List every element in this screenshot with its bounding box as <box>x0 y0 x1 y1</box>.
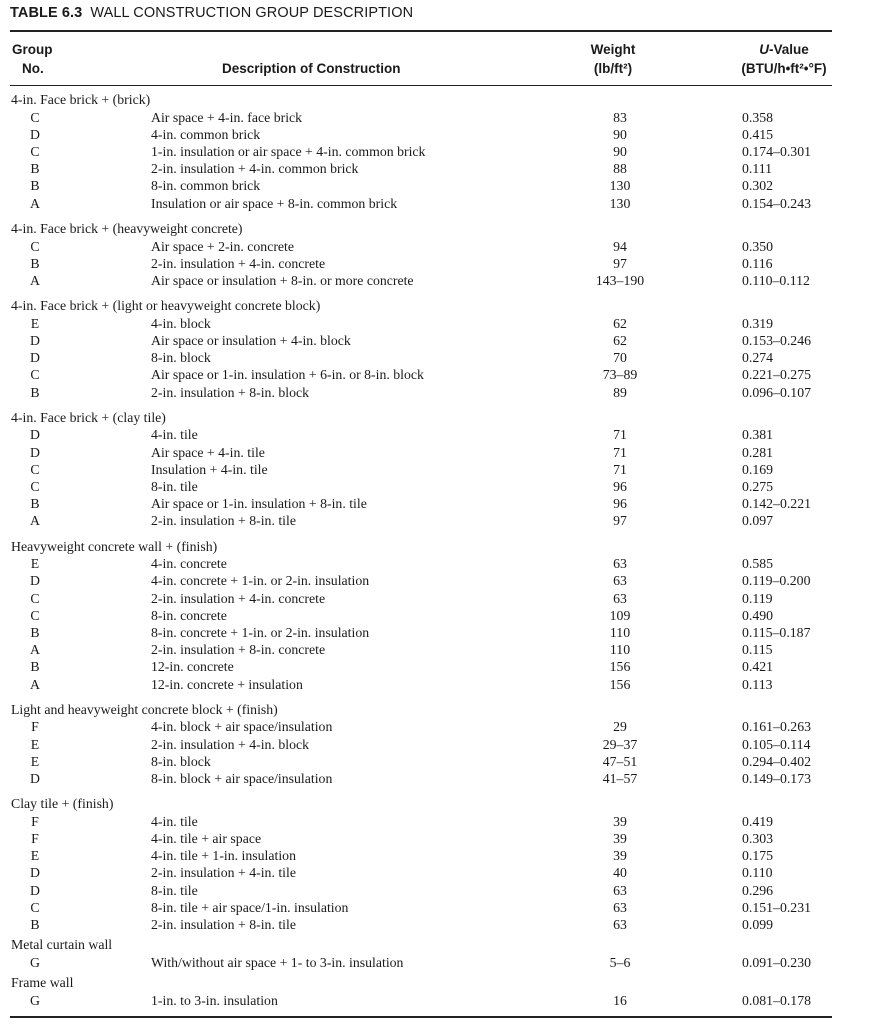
description-cell: 4-in. tile <box>151 427 198 443</box>
weight-cell: 130 <box>609 195 631 211</box>
u-value-cell: 0.115 <box>742 642 773 658</box>
weight-cell: 39 <box>613 848 627 864</box>
description-cell: 8-in. tile + air space/1-in. insulation <box>151 899 349 915</box>
description-cell: 8-in. block <box>151 753 211 769</box>
table-row <box>0 366 871 383</box>
weight-cell: 110 <box>609 624 631 640</box>
group-cell: D <box>30 126 40 142</box>
table-title <box>10 5 413 21</box>
group-cell: F <box>31 831 39 846</box>
weight-cell: 16 <box>613 992 627 1008</box>
table-row <box>0 160 871 177</box>
section-title: 4-in. Face brick + (light or heavyweight concrete block) <box>11 298 321 314</box>
section-header <box>0 936 871 954</box>
u-value-cell: 0.116 <box>742 255 773 271</box>
group-cell: B <box>30 161 40 177</box>
weight-cell: 39 <box>613 813 627 829</box>
description-cell: Air space + 2-in. concrete <box>151 238 295 254</box>
section-title: Clay tile + (finish) <box>11 796 114 812</box>
group-cell: D <box>30 882 40 898</box>
description-cell: 2-in. insulation + 4-in. concrete <box>151 590 326 606</box>
table-row <box>0 177 871 194</box>
description-cell: Air space or insulation + 4-in. block <box>151 332 351 348</box>
u-value-cell: 0.303 <box>742 831 774 846</box>
section-title: Light and heavyweight concrete block + (finish) <box>11 701 278 717</box>
weight-cell: 29–37 <box>602 736 638 752</box>
section-title: 4-in. Face brick + (brick) <box>11 92 151 107</box>
group-cell: G <box>30 954 40 970</box>
group-cell: C <box>30 590 40 606</box>
group-cell: D <box>30 332 40 348</box>
table-row <box>0 109 871 126</box>
table-row <box>0 813 871 830</box>
table-row <box>0 195 871 212</box>
weight-cell: 96 <box>613 478 627 494</box>
u-value-cell: 0.319 <box>742 315 774 331</box>
table-row <box>0 461 871 478</box>
description-cell: Air space or 1-in. insulation + 8-in. tile <box>151 496 367 512</box>
weight-cell: 62 <box>613 315 627 331</box>
table-number: TABLE 6.3 <box>10 5 83 21</box>
section-header <box>0 538 871 556</box>
u-value-cell: 0.111 <box>742 161 773 177</box>
weight-cell: 110 <box>609 642 631 658</box>
description-cell: Air space or 1-in. insulation + 6-in. or 8-in. block <box>151 367 424 383</box>
u-value-cell: 0.154–0.243 <box>742 195 811 211</box>
description-cell: 4-in. common brick <box>151 126 261 142</box>
group-cell: E <box>30 556 40 572</box>
header-weight-line2: (lb/ft²) <box>593 61 633 76</box>
weight-cell: 73–89 <box>602 367 638 383</box>
description-cell: 4-in. tile + 1-in. insulation <box>151 848 296 864</box>
u-value-cell: 0.081–0.178 <box>742 992 811 1008</box>
description-cell: 4-in. concrete <box>151 556 227 572</box>
group-cell: A <box>30 513 40 529</box>
section-title: 4-in. Face brick + (clay tile) <box>11 409 166 425</box>
weight-cell: 143–190 <box>595 272 645 288</box>
u-value-cell: 0.161–0.263 <box>742 719 811 735</box>
description-cell: 8-in. concrete <box>151 607 227 623</box>
table-row <box>0 255 871 272</box>
table-row <box>0 641 871 658</box>
table-row <box>0 676 871 693</box>
u-value-cell: 0.119–0.200 <box>742 573 811 589</box>
description-cell: 8-in. tile <box>151 882 198 898</box>
weight-cell: 70 <box>613 350 627 366</box>
description-cell: 4-in. block <box>151 315 211 331</box>
header-u-italic: U <box>759 42 769 57</box>
weight-cell: 94 <box>613 238 627 254</box>
description-cell: 8-in. common brick <box>151 178 261 194</box>
group-cell: C <box>30 607 40 623</box>
table-row <box>0 882 871 899</box>
description-cell: 2-in. insulation + 4-in. block <box>151 736 309 752</box>
u-value-cell: 0.153–0.246 <box>742 332 811 348</box>
table-row <box>0 143 871 160</box>
table-row <box>0 607 871 624</box>
u-value-cell: 0.169 <box>742 461 774 477</box>
table-row <box>0 830 871 847</box>
weight-cell: 89 <box>613 384 627 400</box>
header-u-value <box>728 40 840 78</box>
description-cell: 12-in. concrete <box>151 659 234 675</box>
description-cell: 2-in. insulation + 4-in. tile <box>151 865 296 881</box>
weight-cell: 90 <box>613 126 627 142</box>
description-cell: 4-in. tile <box>151 813 198 829</box>
table-row <box>0 954 871 971</box>
u-value-cell: 0.091–0.230 <box>742 954 811 970</box>
header-u-line1 <box>728 40 840 59</box>
u-value-cell: 0.110 <box>742 865 773 881</box>
section-header <box>0 974 871 992</box>
group-cell: C <box>30 461 40 477</box>
group-cell: C <box>30 367 40 383</box>
group-cell: D <box>30 573 40 589</box>
group-cell: E <box>30 848 40 864</box>
header-group-line1: Group <box>12 42 53 57</box>
section-header <box>0 795 871 813</box>
group-cell: A <box>30 195 40 211</box>
section-header <box>0 701 871 719</box>
u-value-cell: 0.105–0.114 <box>742 736 811 752</box>
description-cell: 8-in. block <box>151 350 211 366</box>
description-cell: 2-in. insulation + 8-in. tile <box>151 916 296 932</box>
group-cell: F <box>31 813 39 829</box>
description-cell: 2-in. insulation + 8-in. tile <box>151 513 296 529</box>
description-cell: 4-in. concrete + 1-in. or 2-in. insulation <box>151 573 370 589</box>
table-row <box>0 349 871 366</box>
table-row <box>0 718 871 735</box>
u-value-cell: 0.110–0.112 <box>742 272 810 288</box>
group-cell: C <box>30 109 40 125</box>
group-cell: C <box>30 899 40 915</box>
weight-cell: 97 <box>613 255 627 271</box>
u-value-cell: 0.490 <box>742 607 774 623</box>
weight-cell: 63 <box>613 882 627 898</box>
group-cell: B <box>30 659 40 675</box>
description-cell: 1-in. insulation or air space + 4-in. common brick <box>151 144 426 160</box>
table-row <box>0 126 871 143</box>
group-cell: C <box>30 144 40 160</box>
description-cell: 2-in. insulation + 4-in. concrete <box>151 255 326 271</box>
weight-cell: 109 <box>609 607 631 623</box>
group-cell: D <box>30 350 40 366</box>
u-value-cell: 0.096–0.107 <box>742 384 811 400</box>
description-cell: Air space + 4-in. face brick <box>151 109 303 125</box>
u-value-cell: 0.142–0.221 <box>742 496 811 512</box>
u-value-cell: 0.151–0.231 <box>742 899 811 915</box>
section-title: Metal curtain wall <box>11 937 113 953</box>
group-cell: E <box>30 753 40 769</box>
table-row <box>0 770 871 787</box>
header-description: Description of Construction <box>222 61 401 76</box>
header-u-rest: -Value <box>768 42 809 57</box>
table-row <box>0 426 871 443</box>
table-row <box>0 512 871 529</box>
weight-cell: 71 <box>613 427 627 443</box>
description-cell: 4-in. block + air space/insulation <box>151 719 333 735</box>
group-cell: F <box>31 719 39 735</box>
group-cell: D <box>30 865 40 881</box>
u-value-cell: 0.149–0.173 <box>742 770 811 786</box>
description-cell: 2-in. insulation + 8-in. block <box>151 384 309 400</box>
weight-cell: 96 <box>613 496 627 512</box>
group-cell: D <box>30 427 40 443</box>
section-header <box>0 220 871 238</box>
group-cell: C <box>30 478 40 494</box>
weight-cell: 47–51 <box>602 753 638 769</box>
bottom-rule <box>10 1016 832 1018</box>
weight-cell: 5–6 <box>609 954 631 970</box>
weight-cell: 63 <box>613 556 627 572</box>
group-cell: B <box>30 178 40 194</box>
group-cell: A <box>30 272 40 288</box>
u-value-cell: 0.296 <box>742 882 774 898</box>
u-value-cell: 0.174–0.301 <box>742 144 811 160</box>
weight-cell: 71 <box>613 461 627 477</box>
section-header <box>0 409 871 427</box>
table-row <box>0 864 871 881</box>
u-value-cell: 0.415 <box>742 126 774 142</box>
table-row <box>0 590 871 607</box>
group-cell: D <box>30 444 40 460</box>
weight-cell: 88 <box>613 161 627 177</box>
u-value-cell: 0.099 <box>742 916 774 932</box>
header-group <box>12 40 53 78</box>
weight-cell: 97 <box>613 513 627 529</box>
weight-cell: 62 <box>613 332 627 348</box>
description-cell: Air space + 4-in. tile <box>151 444 265 460</box>
description-cell: With/without air space + 1- to 3-in. insulation <box>151 954 404 970</box>
weight-cell: 63 <box>613 590 627 606</box>
table-row <box>0 444 871 461</box>
table-row <box>0 572 871 589</box>
u-value-cell: 0.358 <box>742 109 774 125</box>
group-cell: D <box>30 770 40 786</box>
u-value-cell: 0.421 <box>742 659 774 675</box>
header-rule <box>10 85 832 86</box>
table-title-text: WALL CONSTRUCTION GROUP DESCRIPTION <box>90 5 414 21</box>
weight-cell: 41–57 <box>602 770 638 786</box>
table-row <box>0 384 871 401</box>
table-row <box>0 992 871 1009</box>
header-group-line2: No. <box>22 61 44 76</box>
weight-cell: 71 <box>613 444 627 460</box>
description-cell: 2-in. insulation + 4-in. common brick <box>151 161 359 177</box>
table-row <box>0 736 871 753</box>
u-value-cell: 0.113 <box>742 676 773 692</box>
group-cell: A <box>30 642 40 658</box>
u-value-cell: 0.585 <box>742 556 774 572</box>
description-cell: 8-in. tile <box>151 478 198 494</box>
group-cell: B <box>30 384 40 400</box>
group-cell: G <box>30 992 40 1008</box>
top-rule <box>10 30 832 32</box>
table-row <box>0 272 871 289</box>
weight-cell: 90 <box>613 144 627 160</box>
u-value-cell: 0.119 <box>742 590 773 606</box>
u-value-cell: 0.115–0.187 <box>742 624 811 640</box>
weight-cell: 156 <box>609 659 631 675</box>
group-cell: B <box>30 916 40 932</box>
weight-cell: 40 <box>613 865 627 881</box>
weight-cell: 63 <box>613 899 627 915</box>
group-cell: B <box>30 624 40 640</box>
description-cell: Air space or insulation + 8-in. or more concrete <box>151 272 414 288</box>
table-row <box>0 658 871 675</box>
header-weight-line1: Weight <box>590 42 636 57</box>
u-value-cell: 0.175 <box>742 848 774 864</box>
table-row <box>0 478 871 495</box>
weight-cell: 63 <box>613 916 627 932</box>
description-cell: Insulation or air space + 8-in. common brick <box>151 195 398 211</box>
weight-cell: 130 <box>609 178 631 194</box>
header-u-line2: (BTU/h•ft²•°F) <box>741 61 827 76</box>
table-row <box>0 238 871 255</box>
section-title: Heavyweight concrete wall + (finish) <box>11 538 218 554</box>
table-row <box>0 847 871 864</box>
u-value-cell: 0.275 <box>742 478 774 494</box>
section-header <box>0 297 871 315</box>
section-header <box>0 91 871 109</box>
u-value-cell: 0.221–0.275 <box>742 367 811 383</box>
description-cell: 8-in. concrete + 1-in. or 2-in. insulation <box>151 624 370 640</box>
group-cell: E <box>30 736 40 752</box>
u-value-cell: 0.350 <box>742 238 774 254</box>
description-cell: 8-in. block + air space/insulation <box>151 770 333 786</box>
table-row <box>0 495 871 512</box>
group-cell: C <box>30 238 40 254</box>
weight-cell: 29 <box>613 719 627 735</box>
group-cell: E <box>30 315 40 331</box>
description-cell: Insulation + 4-in. tile <box>151 461 268 477</box>
section-title: Frame wall <box>11 975 74 990</box>
table-row <box>0 624 871 641</box>
weight-cell: 83 <box>613 109 627 125</box>
u-value-cell: 0.097 <box>742 513 774 529</box>
description-cell: 4-in. tile + air space <box>151 831 262 846</box>
section-title: 4-in. Face brick + (heavyweight concrete) <box>11 220 243 236</box>
u-value-cell: 0.302 <box>742 178 774 194</box>
weight-cell: 63 <box>613 573 627 589</box>
table-row <box>0 899 871 916</box>
table-row <box>0 753 871 770</box>
table-row <box>0 555 871 572</box>
weight-cell: 39 <box>613 831 627 846</box>
group-cell: B <box>30 496 40 512</box>
u-value-cell: 0.294–0.402 <box>742 753 811 769</box>
u-value-cell: 0.274 <box>742 350 774 366</box>
table-row <box>0 332 871 349</box>
u-value-cell: 0.381 <box>742 427 774 443</box>
group-cell: B <box>30 255 40 271</box>
table-row <box>0 315 871 332</box>
table-row <box>0 916 871 933</box>
group-cell: A <box>30 676 40 692</box>
u-value-cell: 0.281 <box>742 444 774 460</box>
u-value-cell: 0.419 <box>742 813 774 829</box>
description-cell: 1-in. to 3-in. insulation <box>151 992 278 1008</box>
description-cell: 2-in. insulation + 8-in. concrete <box>151 642 326 658</box>
header-weight <box>582 40 644 78</box>
table-body <box>0 91 871 1009</box>
weight-cell: 156 <box>609 676 631 692</box>
description-cell: 12-in. concrete + insulation <box>151 676 303 692</box>
